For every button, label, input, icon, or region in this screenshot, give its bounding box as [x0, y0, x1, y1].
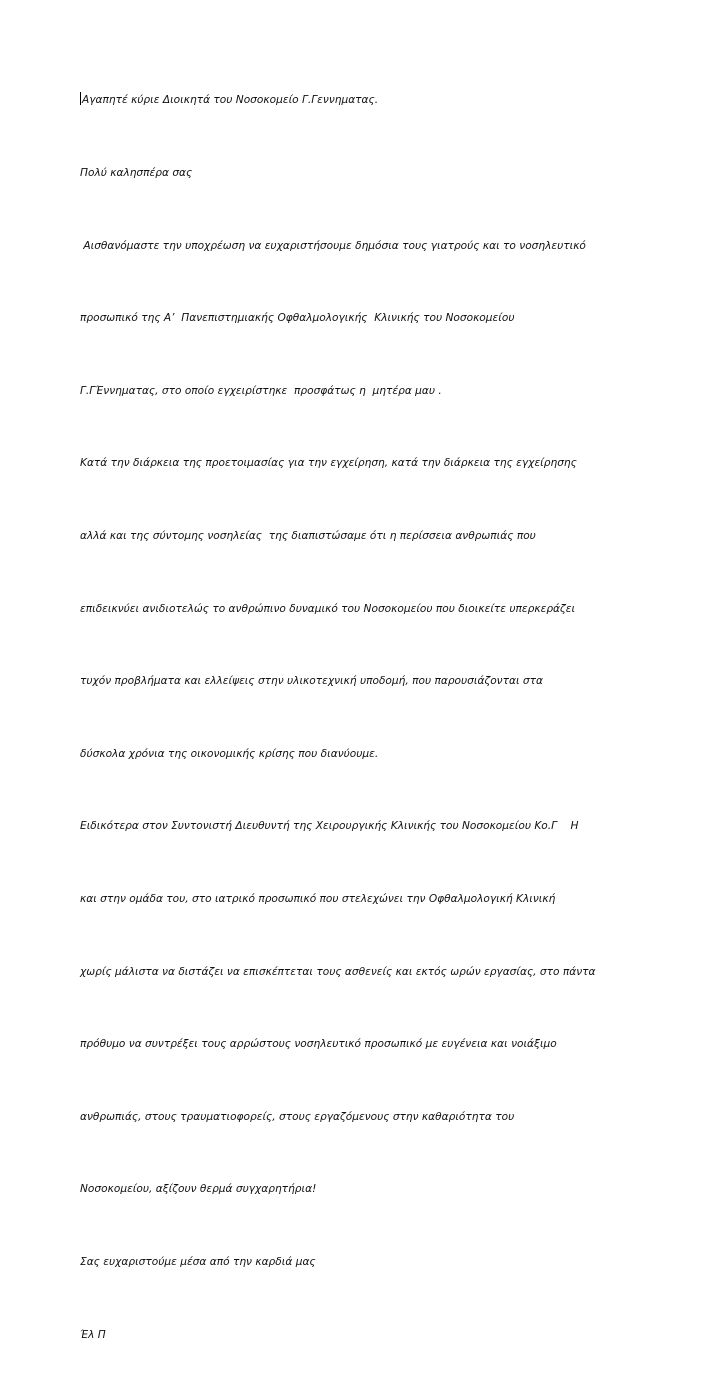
letter-line: δύσκολα χρόνια της οικονομικής κρίσης που διανύουμε.	[80, 747, 379, 760]
letter-line-greeting: Πολύ καλησπέρα σας	[80, 167, 193, 179]
letter-line-thanks: Σας ευχαριστούμε μέσα από την καρδιά μας	[80, 1255, 316, 1268]
letter-line: Ειδικότερα στον Συντονιστή Διευθυντή της Χειρουργικής Κλινικής του Νοσοκομείου Κο.Γ Η	[80, 820, 579, 833]
letter-line: ανθρωπιάς, στους τραυματιοφορείς, στους εργαζόμενους στην καθαριότητα του	[80, 1110, 515, 1123]
letter-line: χωρίς μάλιστα να διστάζει να επισκέπτεται τους ασθενείς και εκτός ωρών εργασίας, στο πάντα	[80, 965, 596, 978]
letter-line: πρόθυμο να συντρέξει τους αρρώστους νοσηλευτικό προσωπικό με ευγένεια και νοιάξιμο	[80, 1038, 557, 1051]
letter-line: επιδεικνύει ανιδιοτελώς το ανθρώπινο δυναμικό του Νοσοκομείου που διοικείτε υπερκεράζει	[80, 602, 576, 615]
letter-line-text: Αγαπητέ κύριε Διοικητά του Νοσοκομείο Γ.Γεννηματας.	[82, 94, 379, 107]
letter-line-salutation	[80, 88, 700, 112]
letter-line: Γ.ΓΈννηματας, στο οποίο εγχειρίστηκε προσφάτως η μητέρα μαυ .	[80, 384, 442, 397]
letter-line: Αισθανόμαστε την υποχρέωση να ευχαριστήσουμε δημόσια τους γιατρούς και το νοσηλευτικό	[80, 239, 586, 252]
letter-line: τυχόν προβλήματα και ελλείψεις στην υλικοτεχνική υποδομή, που παρουσιάζονται στα	[80, 675, 543, 688]
letter-line: αλλά και της σύντομης νοσηλείας της διαπιστώσαμε ότι η περίσσεια ανθρωπιάς που	[80, 529, 536, 542]
letter-body[interactable]	[80, 40, 700, 1395]
text-cursor	[80, 92, 81, 105]
letter-line: προσωπικό της Α’ Πανεπιστημιακής Οφθαλμολογικής Κλινικής του Νοσοκομείου	[80, 312, 515, 325]
letter-line: Κατά την διάρκεια της προετοιμασίας για την εγχείρηση, κατά την διάρκεια της εγχείρησης	[80, 457, 577, 470]
letter-line: Νοσοκομείου, αξίζουν θερμά συγχαρητήρια!	[80, 1183, 317, 1196]
letter-line: και στην ομάδα του, στο ιατρικό προσωπικό που στελεχώνει την Οφθαλμολογική Κλινική	[80, 892, 556, 905]
letter-line-signature: Έλ Π	[80, 1328, 106, 1341]
